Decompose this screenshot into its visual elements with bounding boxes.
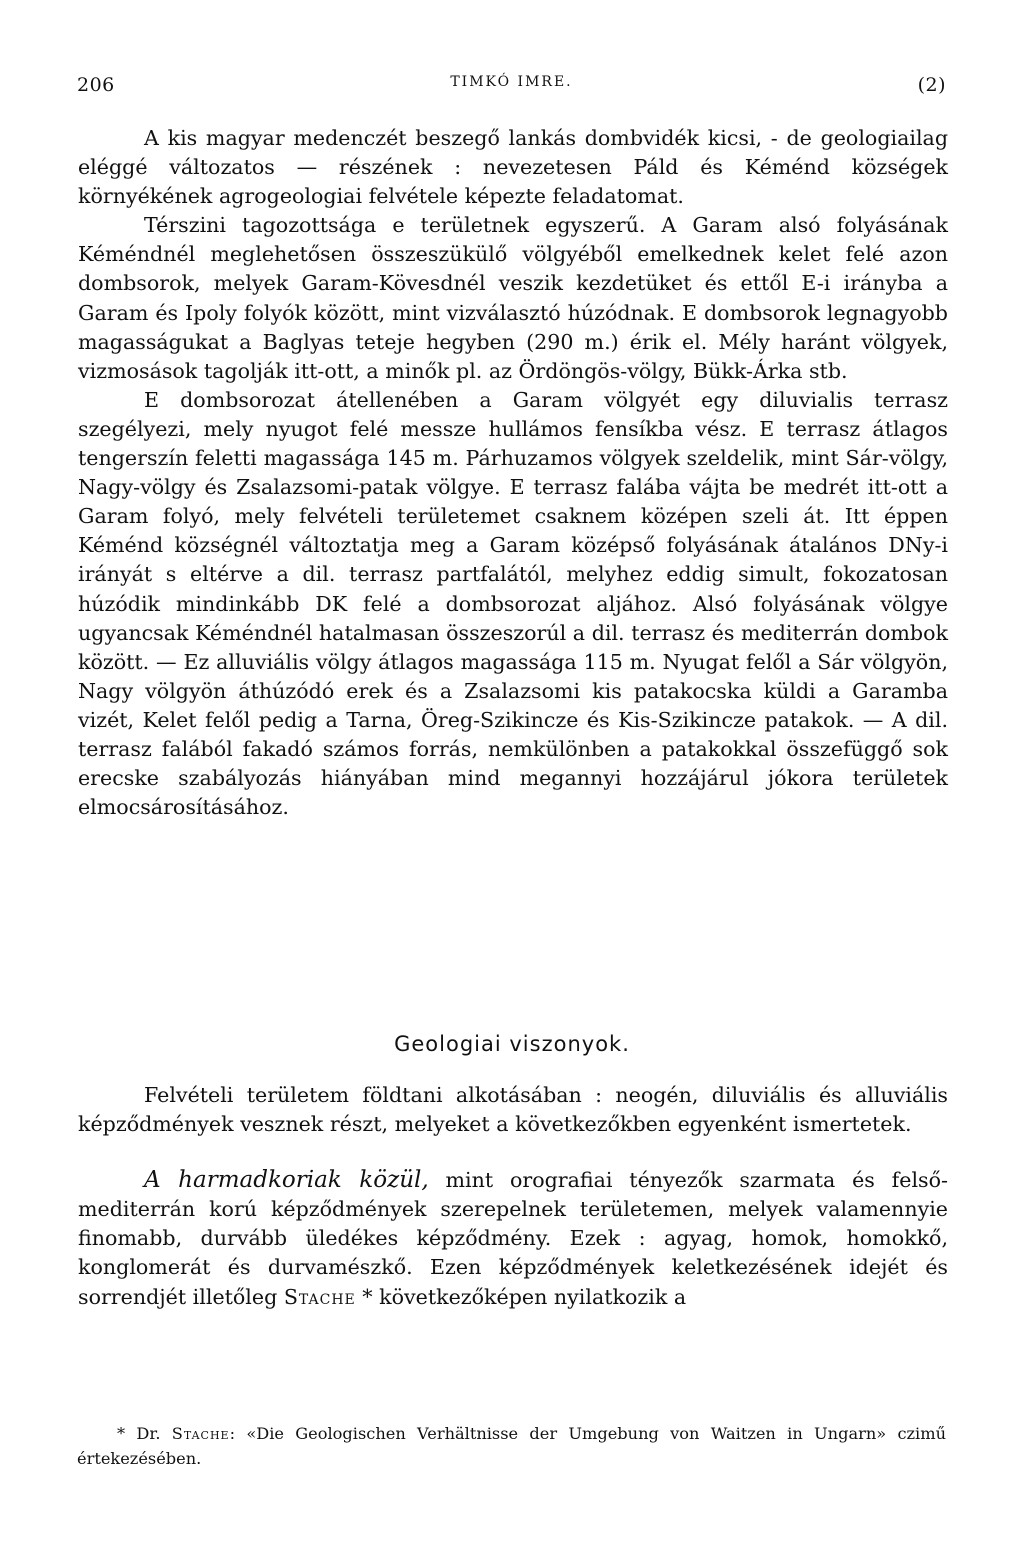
footnote-marker: * (117, 1424, 137, 1443)
paragraph: A kis magyar medenczét beszegő lankás dombvidék kicsi, - de geologiailag eléggé változatos — részének : nevezetesen Páld és Kéménd községek környékének agrogeologiai felvétele képezte feladatomat. (78, 126, 948, 209)
paragraph: E dombsorozat átellenében a Garam völgyét egy diluvialis terrasz szegélyezi, mely nyugot felé messze hullámos fensíkba vész. E terrasz átlagos tengerszín feletti magassága 145 m. Párhuzamos völgyek szeldelik, mint Sár-völgy, Nagy-völgy és Zsalazsomi-patak völgye. E terrasz falába vájta be medrét itt-ott a Garam folyó, mely felvételi területemet csaknem középen szeli át. Itt éppen Kéménd községnél változtatja meg a Garam középső folyásának átalános DNy-i irányát s eltérve a dil. terrasz partfalától, melyhez eddig simult, fokozatosan húzódik mindinkább DK felé a dombsorozat aljához. Alsó folyásának völgye ugyancsak Kéméndnél hatalmasan összeszorúl a dil. terrasz és mediterrán dombok között. — Ez alluviális völgy átlagos magassága 115 m. Nyugat felől a Sár völgyön, Nagy völgyön áthúzódó erek és a Zsalazsomi kis patakocska küldi a Garamba vizét, Kelet felől pedig a Tarna, Öreg-Szikincze és Kis-Szikincze patakok. — A dil. terrasz falából fakadó számos forrás, nemkülönben a patakokkal összefüggő sok erecske szabályozás hiányában mind megannyi hozzájárul jókora területek elmocsárosításához. (78, 387, 948, 820)
paragraph: Felvételi területem földtani alkotásában : neogén, diluviális és alluviális képződmények vesznek részt, melyeket a következőkben egyenként ismertetek. (78, 1083, 948, 1137)
body-text-section-2 (78, 1081, 948, 1312)
paragraph: Térszini tagozottsága e területnek egyszerű. A Garam alsó folyásának Kéméndnél meglehetősen összeszükülő völgyéből emelkednek kelet felé azon dombsorok, melyek Garam-Kövesdnél veszik kezdetüket és ettől E-i irányba a Garam és Ipoly folyók között, mint vizválasztó húzódnak. E dombsorok legnagyobb magasságukat a Baglyas teteje hegyben (290 m.) érik el. Mély haránt völgyek, vizmosások tagolják itt-ott, a minők pl. az Ördöngös-völgy, Bükk-Árka stb. (78, 213, 948, 383)
body-text-section-1 (78, 124, 948, 822)
author-name: Stache (283, 1284, 356, 1309)
author-name: Stache (171, 1424, 230, 1443)
page-number: 206 (77, 74, 115, 96)
running-header (77, 74, 946, 104)
italic-heading: A harmadkoriak közül, (144, 1167, 429, 1194)
section-heading: Geologiai viszonyok. (394, 1032, 630, 1056)
footnote-marker: * (355, 1284, 380, 1309)
running-title: TIMKÓ IMRE. (450, 74, 573, 90)
footnote: * Dr. Stache: «Die Geologischen Verhältnisse der Umgebung von Waitzen in Ungarn» czimű értekezésében. (77, 1424, 947, 1468)
paragraph: A harmadkoriak közül, mint orografiai tényezők szarmata és felső-mediterrán korú képződmények szerepelnek területemen, melyek valamennyie finomabb, durvább üledékes képződmény. Ezek : agyag, homok, homokkő, konglomerát és durvamészkő. Ezen képződmények keletkezésének idejét és sorrendjét illetőleg Stache * következőképen nyilatkozik a (78, 1167, 948, 1309)
section-number: (2) (917, 74, 946, 96)
